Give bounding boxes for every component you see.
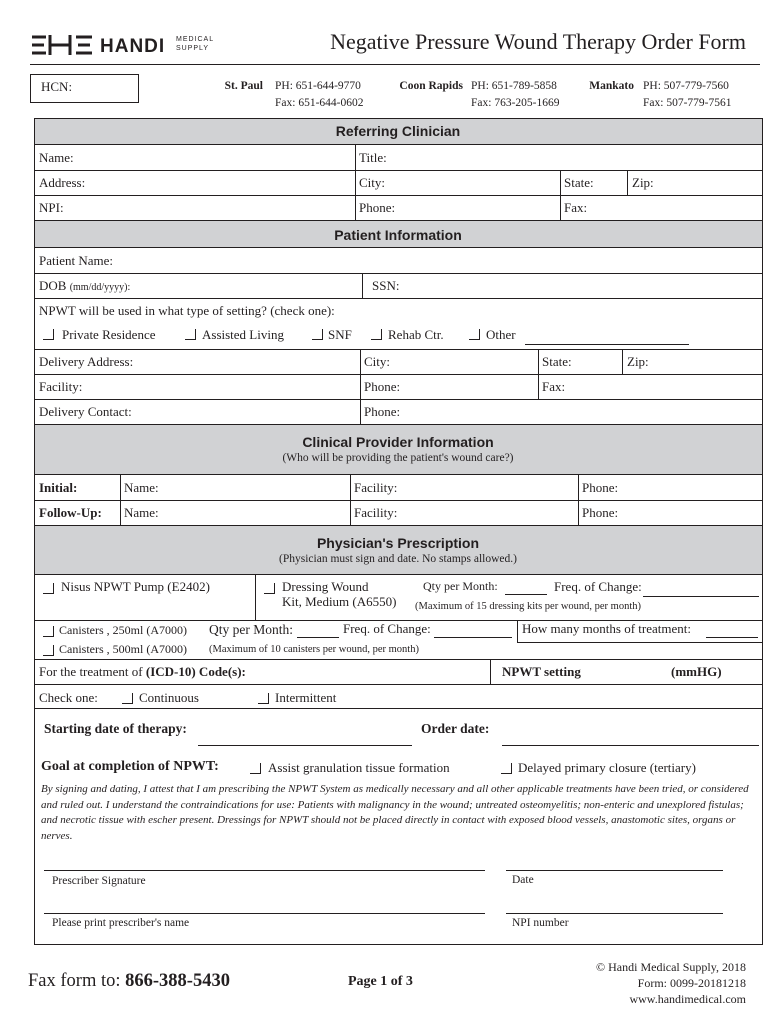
setting-rehab-ctr: Rehab Ctr. [388, 327, 444, 342]
fax-form-to [28, 971, 230, 992]
referring-city-field[interactable]: City: [359, 175, 386, 190]
prescription-title: Physician's Prescription [316, 535, 480, 551]
page-number: Page 1 of 3 [348, 974, 413, 989]
patient-name-field[interactable]: Patient Name: [39, 253, 114, 268]
referring-npi-field[interactable]: NPI: [39, 200, 64, 215]
location-fax-mankato: Fax: 507-779-7561 [643, 97, 732, 109]
mmhg-label[interactable]: (mmHG) [671, 664, 722, 679]
referring-title-field[interactable]: Title: [359, 150, 387, 165]
order-date-label: Order date: [421, 721, 490, 736]
initial-facility-field[interactable]: Facility: [354, 480, 398, 495]
other-setting-line[interactable] [525, 344, 689, 345]
initial-label: Initial: [39, 480, 78, 495]
npi-number-label: NPI number [512, 917, 569, 929]
checkbox-goal-granulation[interactable] [250, 763, 261, 774]
dressing-label-line2: Kit, Medium (A6550) [282, 594, 397, 609]
delivery-contact-field[interactable]: Delivery Contact: [39, 404, 132, 419]
location-city-coonrapids: Coon Rapids [399, 80, 463, 92]
prescription-subtitle: (Physician must sign and date. No stamps allowed.) [279, 553, 517, 565]
patient-fax-field[interactable]: Fax: [542, 379, 566, 394]
print-name-line[interactable] [44, 913, 485, 914]
dressing-qty-line[interactable] [505, 594, 547, 595]
dob-label: DOB [39, 278, 67, 293]
referring-fax-field[interactable]: Fax: [564, 200, 588, 215]
checkbox-pump[interactable] [43, 583, 54, 594]
treatment-icd10: (ICD-10) Code(s): [145, 664, 246, 679]
dressing-freq-label: Freq. of Change: [554, 579, 642, 594]
checkbox-dressing[interactable] [264, 583, 275, 594]
setting-snf: SNF [328, 327, 352, 342]
logo-text: HANDI [100, 36, 166, 57]
location-city-stpaul: St. Paul [224, 80, 263, 92]
logo-sub-medical: MEDICAL [176, 36, 215, 43]
patient-phone-field[interactable]: Phone: [364, 379, 401, 394]
setting-question: NPWT will be used in what type of setting? (check one): [39, 303, 335, 318]
hcn-field[interactable] [30, 74, 139, 103]
dressing-max-note: (Maximum of 15 dressing kits per wound, per month) [415, 601, 642, 612]
clinical-subtitle: (Who will be providing the patient's wound care?) [282, 452, 514, 464]
dob-format: (mm/dd/yyyy): [69, 282, 131, 293]
location-phone-mankato: PH: 507-779-7560 [643, 80, 729, 92]
treatment-prefix: For the treatment of [39, 664, 146, 679]
referring-title: Referring Clinician [335, 123, 461, 139]
canister-qty-label: Qty per Month: [209, 622, 293, 637]
referring-name-field[interactable]: Name: [39, 150, 74, 165]
months-treatment-label: How many months of treatment: [522, 621, 691, 636]
patient-ssn-field[interactable]: SSN: [372, 278, 400, 293]
patient-facility-field[interactable]: Facility: [39, 379, 83, 394]
form-title: Negative Pressure Wound Therapy Order Form [330, 29, 746, 54]
delivery-address-field[interactable]: Delivery Address: [39, 354, 134, 369]
date-label: Date [512, 874, 534, 886]
checkbox-snf[interactable] [312, 329, 323, 340]
treatment-codes-field[interactable] [39, 664, 246, 680]
signature-line[interactable] [44, 870, 485, 871]
pump-label: Nisus NPWT Pump (E2402) [61, 579, 210, 594]
setting-private-residence: Private Residence [62, 327, 156, 342]
location-fax-stpaul: Fax: 651-644-0602 [275, 97, 364, 109]
location-phone-stpaul: PH: 651-644-9770 [275, 80, 361, 92]
checkbox-intermittent[interactable] [258, 693, 269, 704]
canister-500-label: Canisters , 500ml (A7000) [59, 642, 187, 656]
follow-up-facility-field[interactable]: Facility: [354, 505, 398, 520]
npi-number-line[interactable] [506, 913, 723, 914]
referring-zip-field[interactable]: Zip: [632, 175, 654, 190]
referring-address-field[interactable]: Address: [39, 175, 86, 190]
npwt-setting-label: NPWT setting [502, 664, 581, 679]
initial-phone-field[interactable]: Phone: [582, 480, 619, 495]
canister-freq-label: Freq. of Change: [343, 621, 431, 636]
follow-up-phone-field[interactable]: Phone: [582, 505, 619, 520]
checkbox-other[interactable] [469, 329, 480, 340]
order-date-line[interactable] [502, 745, 759, 746]
clinical-title: Clinical Provider Information [302, 434, 494, 450]
prescriber-signature-label: Prescriber Signature [52, 875, 146, 887]
setting-other: Other [486, 327, 516, 342]
referring-state-field[interactable]: State: [564, 175, 594, 190]
continuous-label: Continuous [139, 690, 199, 705]
initial-name-field[interactable]: Name: [124, 480, 159, 495]
checkbox-rehab-ctr[interactable] [371, 329, 382, 340]
patient-dob-field[interactable] [39, 278, 130, 294]
checkbox-continuous[interactable] [122, 693, 133, 704]
fax-prefix: Fax form to: [28, 971, 126, 991]
location-phone-coonrapids: PH: 651-789-5858 [471, 80, 557, 92]
patient-title: Patient Information [334, 227, 462, 243]
months-treatment-line[interactable] [706, 637, 758, 638]
fax-number: 866-388-5430 [125, 971, 230, 991]
intermittent-label: Intermittent [275, 690, 337, 705]
website[interactable]: www.handimedical.com [629, 992, 746, 1006]
checkbox-private-residence[interactable] [43, 329, 54, 340]
canister-qty-line[interactable] [297, 637, 339, 638]
starting-date-label: Starting date of therapy: [44, 721, 187, 736]
checkbox-goal-closure[interactable] [501, 763, 512, 774]
location-city-mankato: Mankato [589, 80, 634, 92]
hcn-label: HCN: [41, 79, 73, 94]
date-line[interactable] [506, 870, 723, 871]
patient-state-field[interactable]: State: [542, 354, 572, 369]
handi-logo-icon [30, 32, 96, 58]
logo-sub-supply: SUPPLY [176, 45, 210, 52]
delivery-contact-phone-field[interactable]: Phone: [364, 404, 401, 419]
referring-phone-field[interactable]: Phone: [359, 200, 396, 215]
goal-label: Goal at completion of NPWT: [41, 759, 219, 774]
canister-max-note: (Maximum of 10 canisters per wound, per month) [209, 644, 419, 655]
attestation-text: By signing and dating, I attest that I am prescribing the NPWT System as medically necessary and all other applicable treatments have been tried, or considered and ruled out. I understand the contraindications for use: Patients with malignancy in the wound; untreated osteomyelitis; non-enteric and unexplored fistulas; and necrotic tissue with escher present. Dressings for NPWT should not be placed directly in contact with exposed blood vessels, anastomotic sites, organs or nerves. [41, 783, 749, 843]
checkbox-canister-250[interactable] [43, 626, 54, 637]
follow-up-name-field[interactable]: Name: [124, 505, 159, 520]
canister-250-label: Canisters , 250ml (A7000) [59, 623, 187, 637]
dressing-qty-label: Qty per Month: [423, 579, 498, 593]
dressing-label-line1: Dressing Wound [282, 579, 369, 594]
logo [30, 30, 230, 62]
copyright: © Handi Medical Supply, 2018 [596, 960, 746, 974]
location-fax-coonrapids: Fax: 763-205-1669 [471, 97, 560, 109]
checkbox-canister-500[interactable] [43, 645, 54, 656]
canister-freq-line[interactable] [434, 637, 512, 638]
patient-city-field[interactable]: City: [364, 354, 391, 369]
print-name-label: Please print prescriber's name [52, 917, 190, 929]
checkbox-assisted-living[interactable] [185, 329, 196, 340]
starting-date-line[interactable] [198, 745, 412, 746]
setting-assisted-living: Assisted Living [202, 327, 284, 342]
goal-closure-label: Delayed primary closure (tertiary) [518, 760, 696, 775]
check-one-label: Check one: [39, 690, 98, 705]
follow-up-label: Follow-Up: [39, 505, 102, 520]
form-number: Form: 0099-20181218 [637, 976, 746, 990]
goal-granulation-label: Assist granulation tissue formation [268, 760, 450, 775]
patient-zip-field[interactable]: Zip: [627, 354, 649, 369]
dressing-freq-line[interactable] [643, 596, 759, 597]
